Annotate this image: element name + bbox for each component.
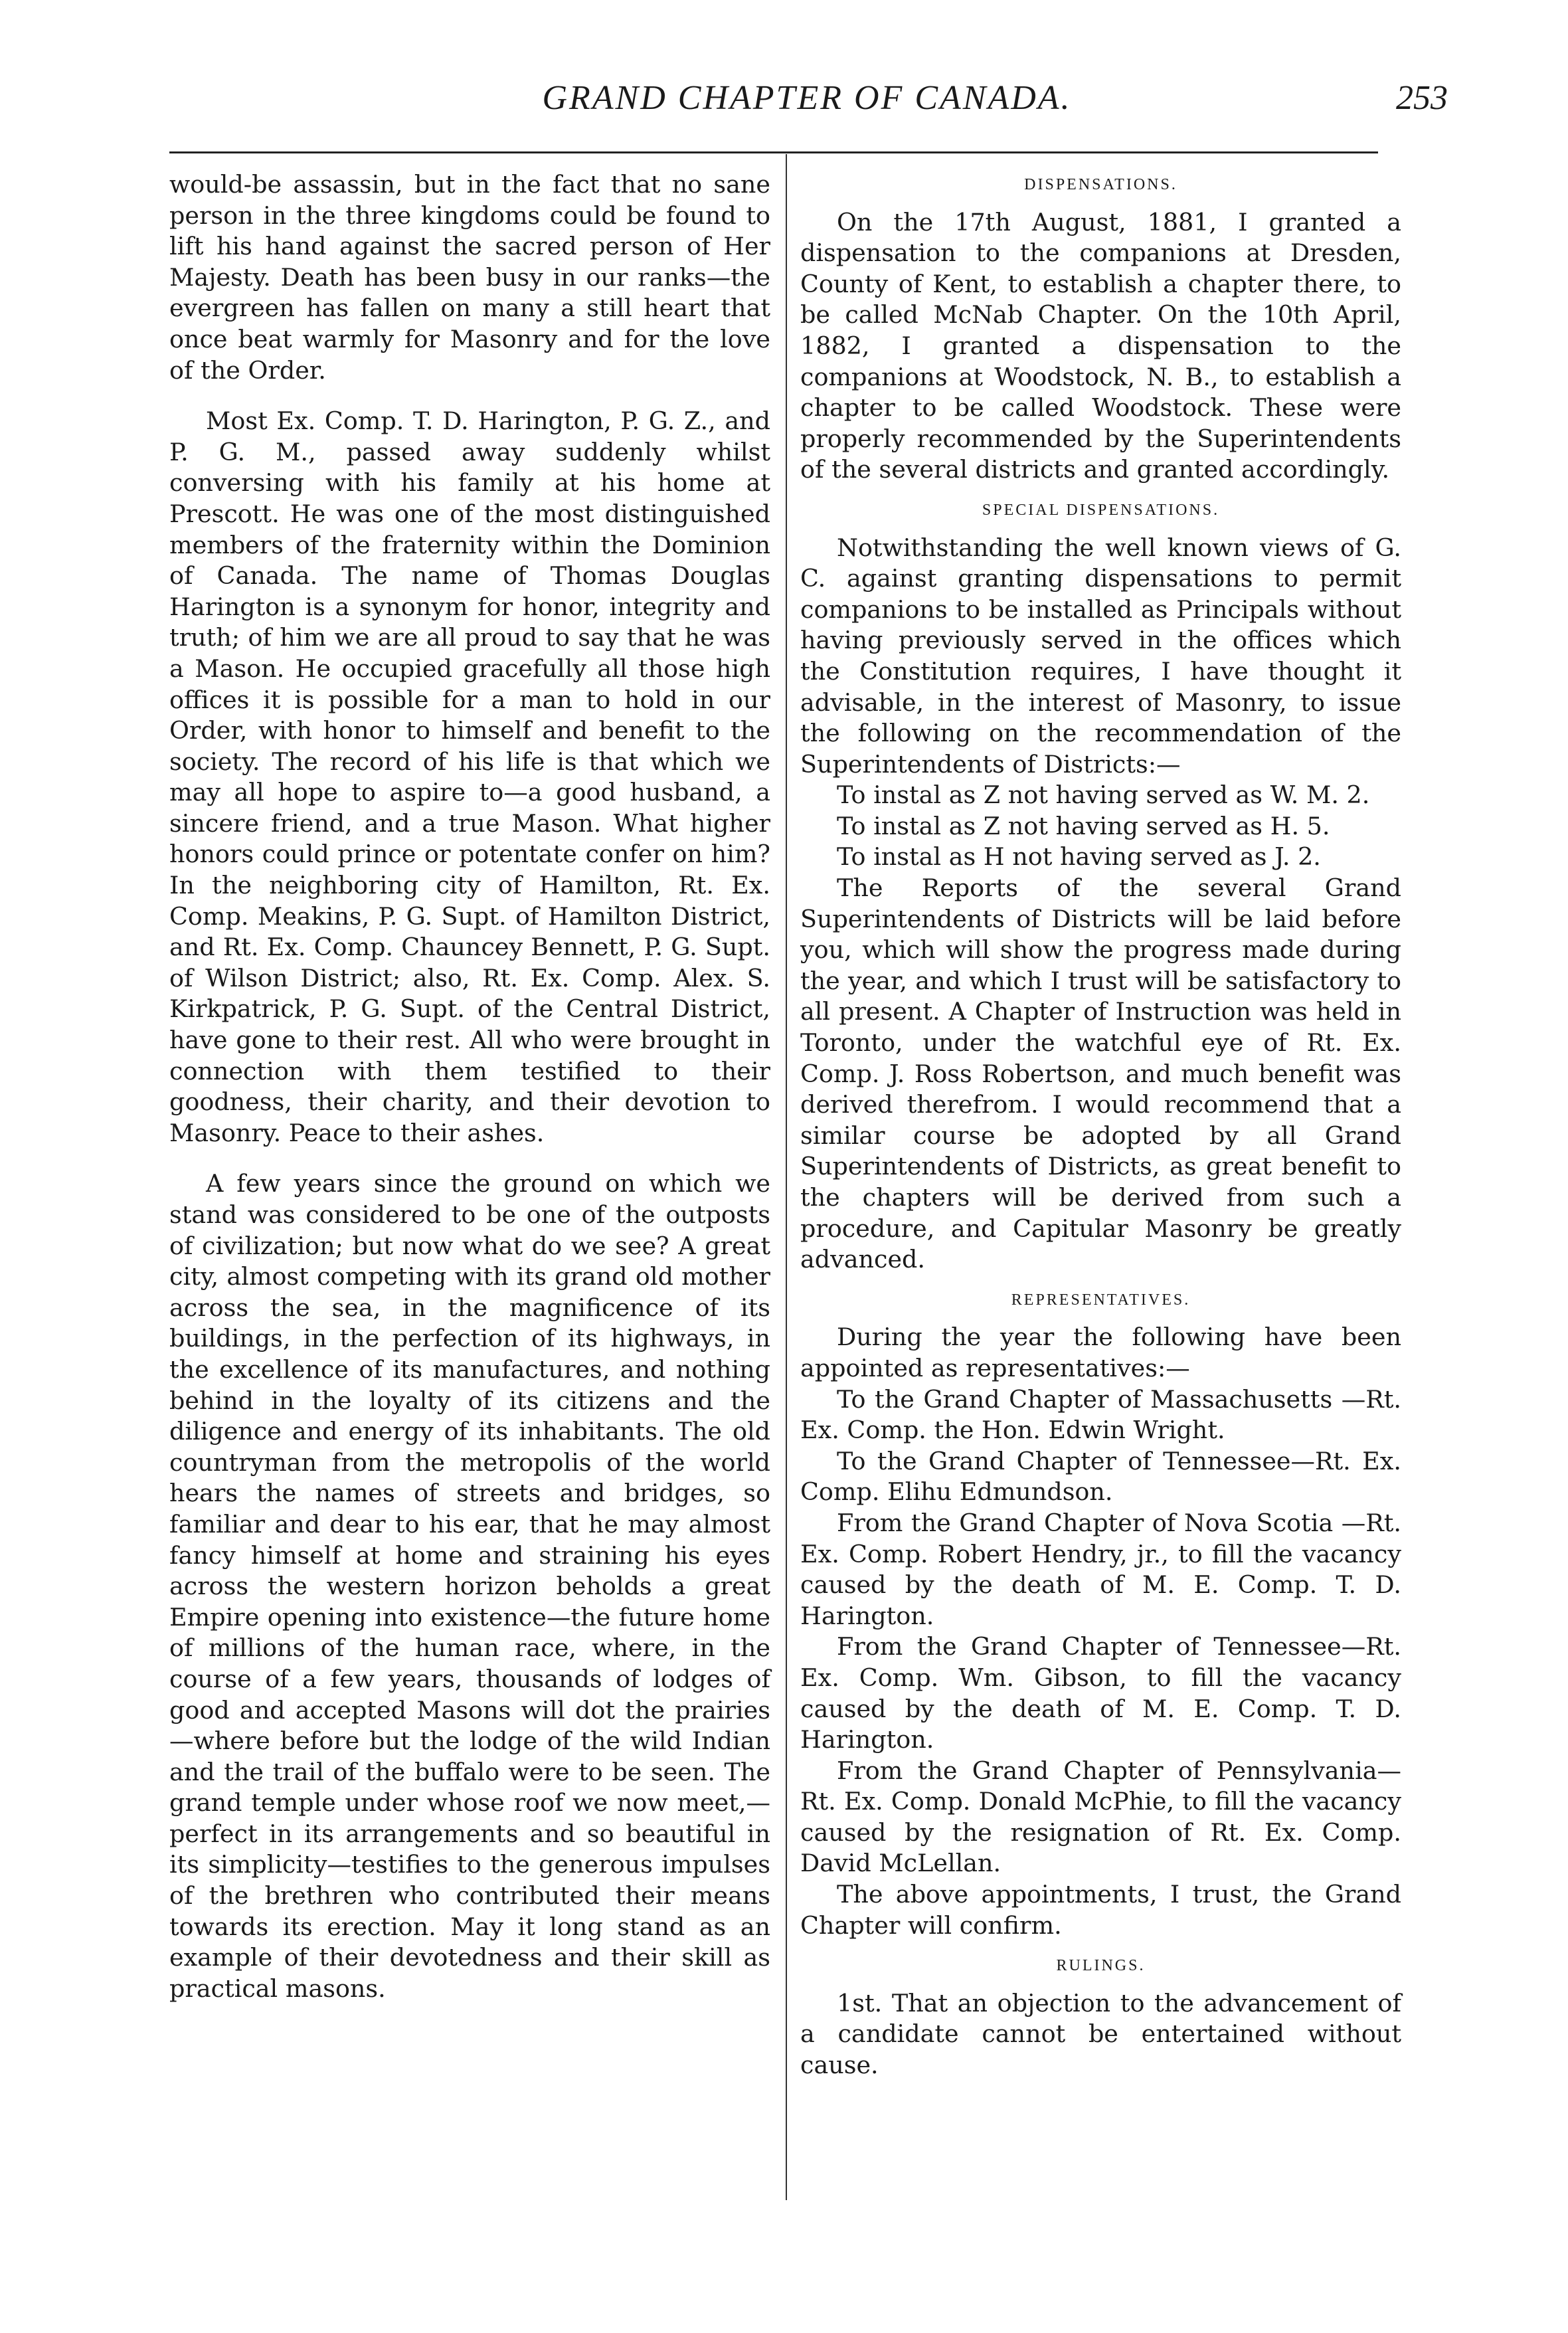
heading-rulings: RULINGS. [1056, 1957, 1146, 1975]
special-dispensation-item: To instal as H not having served as J. 2. [837, 842, 1321, 872]
paragraph-special-dispensations: Notwithstanding the well known views of G. C. against granting dispensations to permit companions to be installed as Principals without having previously served in the offices which the Constitution requires, I have thought it advisable, in the interest of Masonry, to issue the following on the recommendation of the Superintendents of Districts:— [800, 533, 1401, 779]
paragraph-appointments-confirm: The above appointments, I trust, the Grand Chapter will confirm. [800, 1880, 1401, 1940]
header-rule [169, 151, 1378, 153]
page-number: 253 [1396, 79, 1448, 117]
paragraph-dispensations: On the 17th August, 1881, I granted a dispensation to the companions at Dresden, County of Kent, to establish a chapter there, to be called McNab Chapter. On the 10th April, 1882, I granted a dispensation to the companions at Woodstock, N. B., to establish a chapter to be called Woodstock. These were properly recommended by the Superintendents of the several districts and granted accordingly. [800, 207, 1401, 484]
right-column [800, 169, 1401, 2081]
representative-entry: From the Grand Chapter of Nova Scotia —Rt. Ex. Comp. Robert Hendry, jr., to fill the vacancy caused by the death of M. E. Comp. T. D. Harington. [800, 1508, 1401, 1630]
ruling-entry: 1st. That an objection to the advancement of a candidate cannot be entertained without cause. [800, 1988, 1401, 2080]
representative-entry: To the Grand Chapter of Tennessee—Rt. Ex. Comp. Elihu Edmundson. [800, 1446, 1401, 1507]
page-header [166, 78, 1448, 132]
paragraph-harington: Most Ex. Comp. T. D. Harington, P. G. Z., and P. G. M., passed away suddenly whilst conversing with his family at his home at Prescott. He was one of the most distinguished members of the fraternity within the Dominion of Canada. The name of Thomas Douglas Harington is a synonym for honor, integrity and truth; of him we are all proud to say that he was a Mason. He occupied gracefully all those high offices it is possible for a man to hold in our Order, with honor to himself and benefit to the society. The record of his life is that which we may all hope to aspire to—a good husband, a sincere friend, and a true Mason. What higher honors could prince or potentate confer on him? In the neighboring city of Hamilton, Rt. Ex. Comp. Meakins, P. G. Supt. of Hamilton District, and Rt. Ex. Comp. Chauncey Bennett, P. G. Supt. of Wilson District; also, Rt. Ex. Comp. Alex. S. Kirkpatrick, P. G. Supt. of the Central District, have gone to their rest. All who were brought in connection with them testified to their goodness, their charity, and their devotion to Masonry. Peace to their ashes. [169, 407, 770, 1147]
paragraph-great-city: A few years since the ground on which we stand was considered to be one of the outposts of civilization; but now what do we see? A great city, almost competing with its grand old mother across the sea, in the magnificence of its buildings, in the perfection of its highways, in the excellence of its manufactures, and nothing behind in the loyalty of its citizens and the diligence and energy of its inhabitants. The old countryman from the metropolis of the world hears the names of streets and bridges, so familiar and dear to his ear, that he may almost fancy himself at home and straining his eyes across the western horizon beholds a great Empire opening into existence—the future home of millions of the human race, where, in the course of a few years, thousands of lodges of good and accepted Masons will dot the prairies —where before but the lodge of the wild Indian and the trail of the buffalo were to be seen. The grand temple under whose roof we now meet,—perfect in its arrangements and so beautiful in its simplicity—testifies to the generous impulses of the brethren who contributed their means towards its erection. May it long stand as an example of their devotedness and their skill as practical masons. [169, 1169, 770, 2003]
heading-representatives: REPRESENTATIVES. [1011, 1291, 1191, 1309]
representative-entry: From the Grand Chapter of Pennsylvania—Rt. Ex. Comp. Donald McPhie, to fill the vacancy caused by the resignation of Rt. Ex. Comp. David McLellan. [800, 1756, 1401, 1878]
paragraph-reports: The Reports of the several Grand Superintendents of Districts will be laid before you, which will show the progress made during the year, and which I trust will be satisfactory to all present. A Chapter of Instruction was held in Toronto, under the watchful eye of Rt. Ex. Comp. J. Ross Robertson, and much benefit was derived therefrom. I would recommend that a similar course be adopted by all Grand Superintendents of Districts, as great benefit to the chapters will be derived from such a procedure, and Capitular Masonry be greatly advanced. [800, 874, 1401, 1274]
special-dispensation-item: To instal as Z not having served as H. 5. [837, 811, 1330, 840]
heading-special-dispensations: SPECIAL DISPENSATIONS. [982, 501, 1220, 519]
representative-entry: To the Grand Chapter of Massachusetts —Rt. Ex. Comp. the Hon. Edwin Wright. [800, 1384, 1401, 1445]
heading-dispensations: DISPENSATIONS. [1024, 176, 1177, 193]
paragraph-assassin: would-be assassin, but in the fact that no sane person in the three kingdoms could be found to lift his hand against the sacred person of Her Majesty. Death has been busy in our ranks—the evergreen has fallen on many a still heart that once beat warmly for Masonry and for the love of the Order. [169, 170, 770, 385]
paragraph-representatives-intro: During the year the following have been appointed as representatives:— [800, 1323, 1401, 1382]
special-dispensation-item: To instal as Z not having served as W. M. 2. [837, 781, 1370, 810]
column-divider [786, 154, 787, 2200]
left-column [169, 169, 770, 2004]
representative-entry: From the Grand Chapter of Tennessee—Rt. Ex. Comp. Wm. Gibson, to fill the vacancy caused by the death of M. E. Comp. T. D. Harington. [800, 1632, 1401, 1754]
running-title: GRAND CHAPTER OF CANADA. [542, 79, 1072, 117]
